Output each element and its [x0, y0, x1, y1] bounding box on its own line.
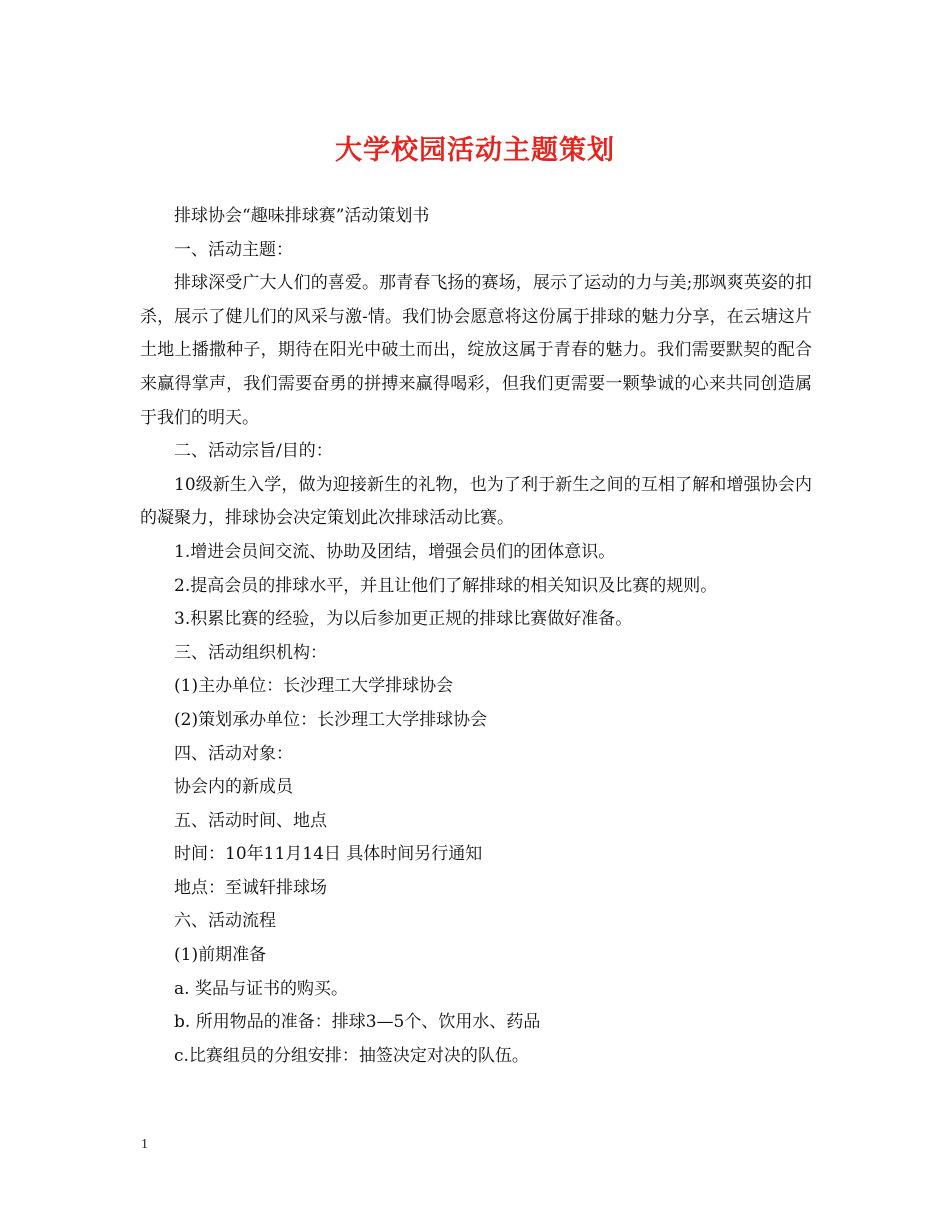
list-item: 3.积累比赛的经验，为以后参加更正规的排球比赛做好准备。 [174, 609, 633, 630]
document-body [140, 200, 812, 1073]
list-item: (1)前期准备 [174, 945, 267, 966]
list-item: c.比赛组员的分组安排：抽签决定对决的队伍。 [174, 1045, 529, 1066]
section-heading: 四、活动对象： [174, 743, 293, 764]
document-title: 大学校园活动主题策划 [335, 135, 615, 166]
paragraph-subtitle: 排球协会“趣味排球赛”活动策划书 [174, 206, 430, 226]
paragraph: 协会内的新成员 [174, 777, 293, 798]
paragraph: 地点：至诚轩排球场 [174, 877, 327, 898]
list-item: 2.提高会员的排球水平，并且让他们了解排球的相关知识及比赛的规则。 [174, 575, 718, 596]
section-heading: 三、活动组织机构： [174, 642, 327, 663]
list-item: (1)主办单位：长沙理工大学排球协会 [174, 676, 454, 697]
list-item: b. 所用物品的准备：排球3—5个、饮用水、药品 [174, 1012, 541, 1033]
page-number: 1 [141, 1137, 148, 1152]
paragraph: 时间：10年11月14日 具体时间另行通知 [174, 844, 483, 865]
section-heading: 五、活动时间、地点 [174, 810, 327, 831]
paragraph: 10级新生入学，做为迎接新生的礼物，也为了利于新生之间的互相了解和增强协会内的凝聚力，排球协会决定策划此次排球活动比赛。 [140, 474, 812, 529]
list-item: (2)策划承办单位：长沙理工大学排球协会 [174, 709, 488, 730]
section-heading: 一、活动主题： [174, 239, 293, 260]
list-item: a. 奖品与证书的购买。 [174, 978, 348, 999]
section-heading: 六、活动流程 [174, 911, 276, 932]
paragraph: 排球深受广大人们的喜爱。那青春飞扬的赛场，展示了运动的力与美;那飒爽英姿的扣杀，展示了健儿们的风采与激-情。我们协会愿意将这份属于排球的魅力分享，在云塘这片土地上播撒种子，期待在阳光中破土而出，绽放这属于青春的魅力。我们需要默契的配合来赢得掌声，我们需要奋勇的拼搏来赢得喝彩，但我们更需要一颗挚诚的心来共同创造属于我们的明天。 [140, 273, 812, 428]
list-item: 1.增进会员间交流、协助及团结，增强会员们的团体意识。 [174, 541, 616, 562]
section-heading: 二、活动宗旨/目的： [174, 441, 333, 462]
